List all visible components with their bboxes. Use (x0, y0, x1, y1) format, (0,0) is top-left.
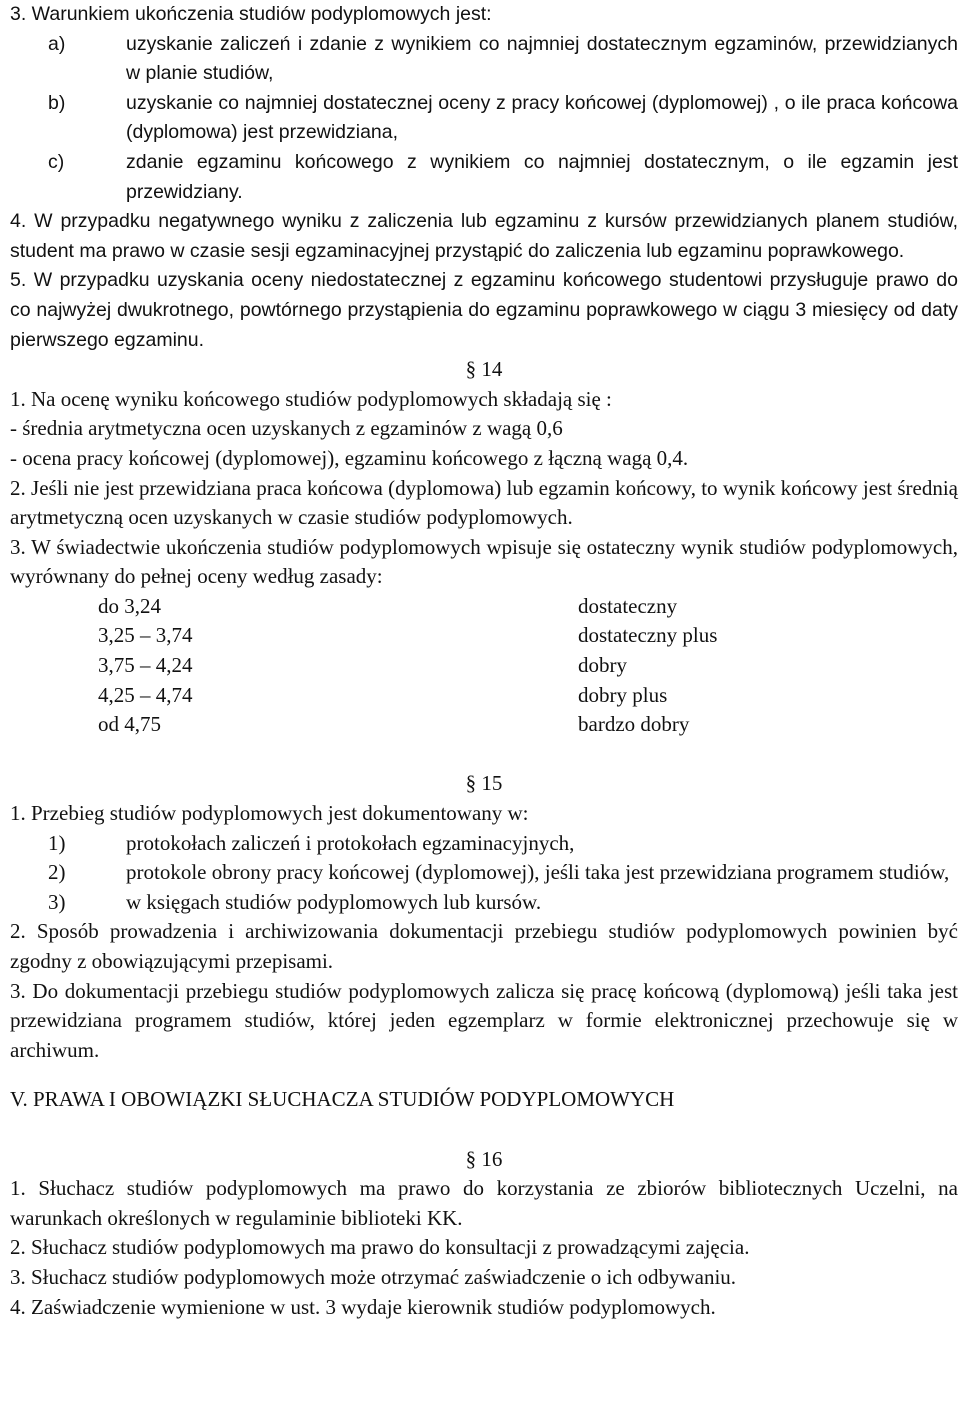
section-16-paragraph-2: 2. Słuchacz studiów podyplomowych ma prawo do konsultacji z prowadzącymi zajęcia. (10, 1235, 750, 1260)
grade-row (10, 681, 958, 711)
grade-range: od 4,75 (98, 712, 161, 737)
section-14-dash-1: - średnia arytmetyczna ocen uzyskanych z egzaminów z wagą 0,6 (10, 416, 563, 441)
grade-range: do 3,24 (98, 593, 161, 618)
section-14-dash-2: - ocena pracy końcowej (dyplomowej), egzaminu końcowego z łączną wagą 0,4. (10, 445, 689, 470)
section-14-heading: § 14 (465, 357, 503, 382)
paragraph-5: 5. W przypadku uzyskania oceny niedostatecznej z egzaminu końcowego studentowi przysługuje prawo do co najwyżej dwukrotnego, powtórnego przystąpienia do egzaminu poprawkowego w ciągu 3 miesięcy od daty pierwszego egzaminu. (10, 269, 958, 351)
grade-label: dostateczny plus (578, 623, 718, 648)
grade-row (10, 710, 958, 740)
list-marker-b: b) (48, 91, 66, 114)
section-16-heading: § 16 (465, 1146, 503, 1171)
grade-label: dobry (578, 653, 627, 678)
section-15-item-1-text: protokołach zaliczeń i protokołach egzaminacyjnych, (126, 830, 575, 855)
section-14-paragraph-2: 2. Jeśli nie jest przewidziana praca końcowa (dyplomowa) lub egzamin końcowy, to wynik końcowy jest średnią arytmetyczną ocen uzyskanych w czasie studiów podyplomowych. (10, 475, 958, 530)
grade-scale-table (10, 592, 958, 740)
spacer (10, 1065, 958, 1085)
paragraph-4: 4. W przypadku negatywnego wyniku z zaliczenia lub egzaminu z kursów przewidzianych planem studiów, student ma prawo w czasie sesji egzaminacyjnej przystąpić do zaliczenia lub egzaminu poprawkowego. (10, 210, 958, 262)
section-15-paragraph-1: 1. Przebieg studiów podyplomowych jest dokumentowany w: (10, 801, 529, 826)
document-page (10, 0, 958, 1322)
grade-range: 3,75 – 4,24 (98, 653, 193, 678)
section-15-heading: § 15 (465, 771, 503, 796)
paragraph-3-heading: 3. Warunkiem ukończenia studiów podyplomowych jest: (10, 3, 492, 25)
section-14-paragraph-3: 3. W świadectwie ukończenia studiów podyplomowych wpisuje się ostateczny wynik studiów podyplomowych, wyrównany do pełnej oceny według zasady: (10, 534, 958, 589)
section-15-item-3-text: w księgach studiów podyplomowych lub kursów. (126, 889, 542, 914)
chapter-v (10, 1085, 958, 1115)
section-15-item-2-text: protokole obrony pracy końcowej (dyplomowej), jeśli taka jest przewidziana programem studiów, (126, 860, 950, 885)
list-item-c (10, 148, 958, 207)
section-14-paragraph-1: 1. Na ocenę wyniku końcowego studiów podyplomowych składają się : (10, 386, 612, 411)
list-item-b-text: uzyskanie co najmniej dostatecznej oceny z pracy końcowej (dyplomowej) , o ile praca końcowa (dyplomowa) jest przewidziana, (126, 91, 958, 144)
section-14 (10, 355, 958, 740)
grade-row (10, 592, 958, 622)
section-15 (10, 769, 958, 1065)
list-item-a (10, 30, 958, 89)
grade-row (10, 621, 958, 651)
section-16 (10, 1145, 958, 1323)
section-15-paragraph-2: 2. Sposób prowadzenia i archiwizowania dokumentacji przebiegu studiów podyplomowych powinien być zgodny z obowiązującymi przepisami. (10, 919, 958, 973)
list-item-b (10, 89, 958, 148)
grade-row (10, 651, 958, 681)
spacer (10, 1115, 958, 1145)
grade-range: 4,25 – 4,74 (98, 682, 193, 707)
list-marker-3: 3) (48, 889, 66, 914)
section-15-item-1 (10, 829, 958, 859)
list-marker-1: 1) (48, 830, 66, 855)
spacer (10, 740, 958, 770)
section-15-paragraph-3: 3. Do dokumentacji przebiegu studiów podyplomowych zalicza się pracę końcową (dyplomową) jeśli taka jest przewidziana programem studiów, której jeden egzemplarz w formie elektronicznej przechowuje się w archiwum. (10, 978, 958, 1062)
section-15-item-2 (10, 858, 958, 888)
grade-label: dostateczny (578, 593, 678, 618)
list-marker-a: a) (48, 32, 66, 55)
section-16-paragraph-4: 4. Zaświadczenie wymienione w ust. 3 wydaje kierownik studiów podyplomowych. (10, 1294, 716, 1319)
list-item-c-text: zdanie egzaminu końcowego z wynikiem co najmniej dostatecznym, o ile egzamin jest przewidziany. (126, 150, 958, 203)
section-16-paragraph-3: 3. Słuchacz studiów podyplomowych może otrzymać zaświadczenie o ich odbywaniu. (10, 1264, 737, 1289)
grade-label: bardzo dobry (578, 712, 690, 737)
list-marker-2: 2) (48, 860, 66, 885)
grade-label: dobry plus (578, 682, 668, 707)
list-marker-c: c) (48, 150, 65, 173)
section-completion-conditions (10, 0, 958, 355)
section-15-item-3 (10, 888, 958, 918)
section-16-paragraph-1: 1. Słuchacz studiów podyplomowych ma prawo do korzystania ze zbiorów bibliotecznych Uczelni, na warunkach określonych w regulaminie biblioteki KK. (10, 1176, 958, 1230)
grade-range: 3,25 – 3,74 (98, 623, 193, 648)
list-item-a-text: uzyskanie zaliczeń i zdanie z wynikiem co najmniej dostatecznym egzaminów, przewidzianych w planie studiów, (126, 32, 958, 85)
chapter-title: V. PRAWA I OBOWIĄZKI SŁUCHACZA STUDIÓW PODYPLOMOWYCH (10, 1087, 675, 1112)
